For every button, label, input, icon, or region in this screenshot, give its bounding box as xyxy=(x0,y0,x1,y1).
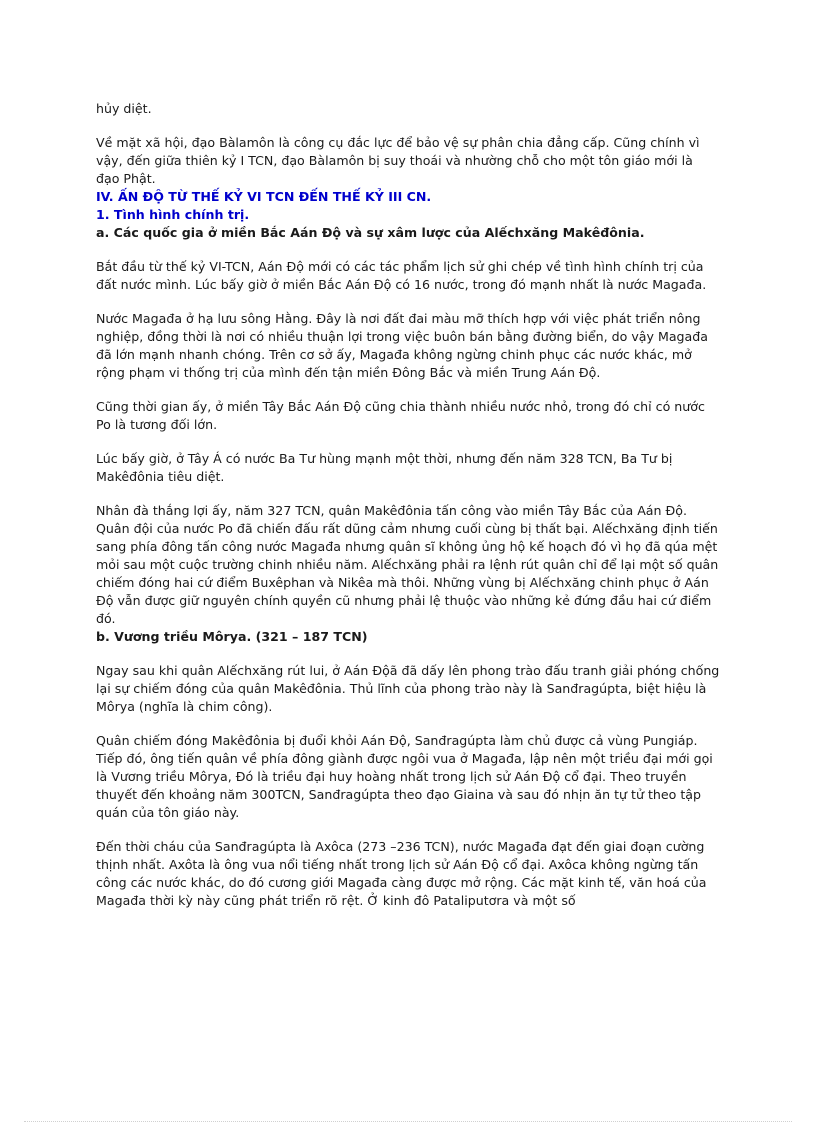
paragraph-persia: Lúc bấy giờ, ở Tây Á có nước Ba Tư hùng mạnh một thời, nhưng đến năm 328 TCN, Ba Tư bị Makêđônia tiêu diệt. xyxy=(96,451,673,484)
paragraph-social-brahmanism: Về mặt xã hội, đạo Bàlamôn là công cụ đắc lực để bảo vệ sự phân chia đẳng cấp. Cũng chính vì vậy, đến giữa thiên kỷ I TCN, đạo Bàlamôn bị suy thoái và nhường chỗ cho một tôn giáo mới là đạo Phật. xyxy=(96,135,700,186)
paragraph-chandragupta: Quân chiếm đóng Makêđônia bị đuổi khỏi Aán Độ, Sanđragúpta làm chủ được cả vùng Pungiáp. Tiếp đó, ông tiến quân về phía đông giành được ngôi vua ở Magađa, lập nên một triều đại mới gọi là Vương triều Môrya, Đó là triều đại huy hoàng nhất trong lịch sử Aán Độ cổ đại. Theo truyền thuyết đến khoảng năm 300TCN, Sanđragúpta theo đạo Giaina và sau đó nhịn ăn tự tử theo tập quán của tôn giáo này. xyxy=(96,733,713,820)
subheading-maurya: b. Vương triều Môrya. (321 – 187 TCN) xyxy=(96,629,368,644)
document-page xyxy=(96,100,720,910)
paragraph-continuation: hủy diệt. xyxy=(96,101,152,116)
page-bottom-rule xyxy=(24,1121,792,1122)
paragraph-ashoka: Đến thời cháu của Sanđragúpta là Axôca (273 –236 TCN), nước Magađa đạt đến giai đoạn cường thịnh nhất. Axôta là ông vua nổi tiếng nhất trong lịch sử Aán Độ cổ đại. Axôca không ngừng tấn công các nước khác, do đó cương giới Magađa càng được mở rộng. Các mặt kinh tế, văn hoá của Magađa thời kỳ này cũng phát triển rõ rệt. Ở kinh đô Pataliputơra và một số xyxy=(96,839,707,908)
subsection-heading-political: 1. Tình hình chính trị. xyxy=(96,207,250,222)
paragraph-alexander-invasion: Nhân đà thắng lợi ấy, năm 327 TCN, quân Makêđônia tấn công vào miền Tây Bắc của Aán Độ. Quân đội của nước Po đã chiến đấu rất dũng cảm nhưng cuối cùng bị thất bại. Alếchxăng định tiến sang phía đông tấn công nước Magađa nhưng quân sĩ không ủng hộ kế hoạch đó vì họ đã qúa mệt mỏi sau một cuộc trường chinh nhiều năm. Alếchxăng phải ra lệnh rút quân chỉ để lại một số quân chiếm đóng hai cứ điểm Buxêphan và Nikêa mà thôi. Những vùng bị Alếchxăng chinh phục ở Aán Độ vẫn được giữ nguyên chính quyền cũ nhưng phải lệ thuộc vào những kẻ đứng đầu hai cứ điểm đó. xyxy=(96,503,719,626)
paragraph-historical-records: Bắt đầu từ thế kỷ VI-TCN, Aán Độ mới có các tác phẩm lịch sử ghi chép về tình hình chính trị của đất nước mình. Lúc bấy giờ ở miền Bắc Aán Độ có 16 nước, trong đó mạnh nhất là nước Magađa. xyxy=(96,259,707,292)
paragraph-northwest: Cũng thời gian ấy, ở miền Tây Bắc Aán Độ cũng chia thành nhiều nước nhỏ, trong đó chỉ có nước Po là tương đối lớn. xyxy=(96,399,705,432)
paragraph-magadha: Nước Magađa ở hạ lưu sông Hằng. Đây là nơi đất đai màu mỡ thích hợp với việc phát triển nông nghiệp, đồng thời là nơi có nhiều thuận lợi trong việc buôn bán bằng đường biển, do vậy Magađa đã lớn mạnh nhanh chóng. Trên cơ sở ấy, Magađa không ngừng chinh phục các nước khác, mở rộng phạm vi thống trị của mình đến tận miền Đông Bắc và miền Trung Aán Độ. xyxy=(96,311,708,380)
subheading-northern-states: a. Các quốc gia ở miền Bắc Aán Độ và sự xâm lược của Alếchxăng Makêđônia. xyxy=(96,225,645,240)
section-heading: IV. ẤN ĐỘ TỪ THẾ KỶ VI TCN ĐẾN THẾ KỶ III CN. xyxy=(96,189,432,204)
paragraph-liberation: Ngay sau khi quân Alếchxăng rút lui, ở Aán Độã đã dấy lên phong trào đấu tranh giải phóng chống lại sự chiếm đóng của quân Makêđônia. Thủ lĩnh của phong trào này là Sanđragúpta, biệt hiệu là Môrya (nghĩa là chim công). xyxy=(96,663,720,714)
